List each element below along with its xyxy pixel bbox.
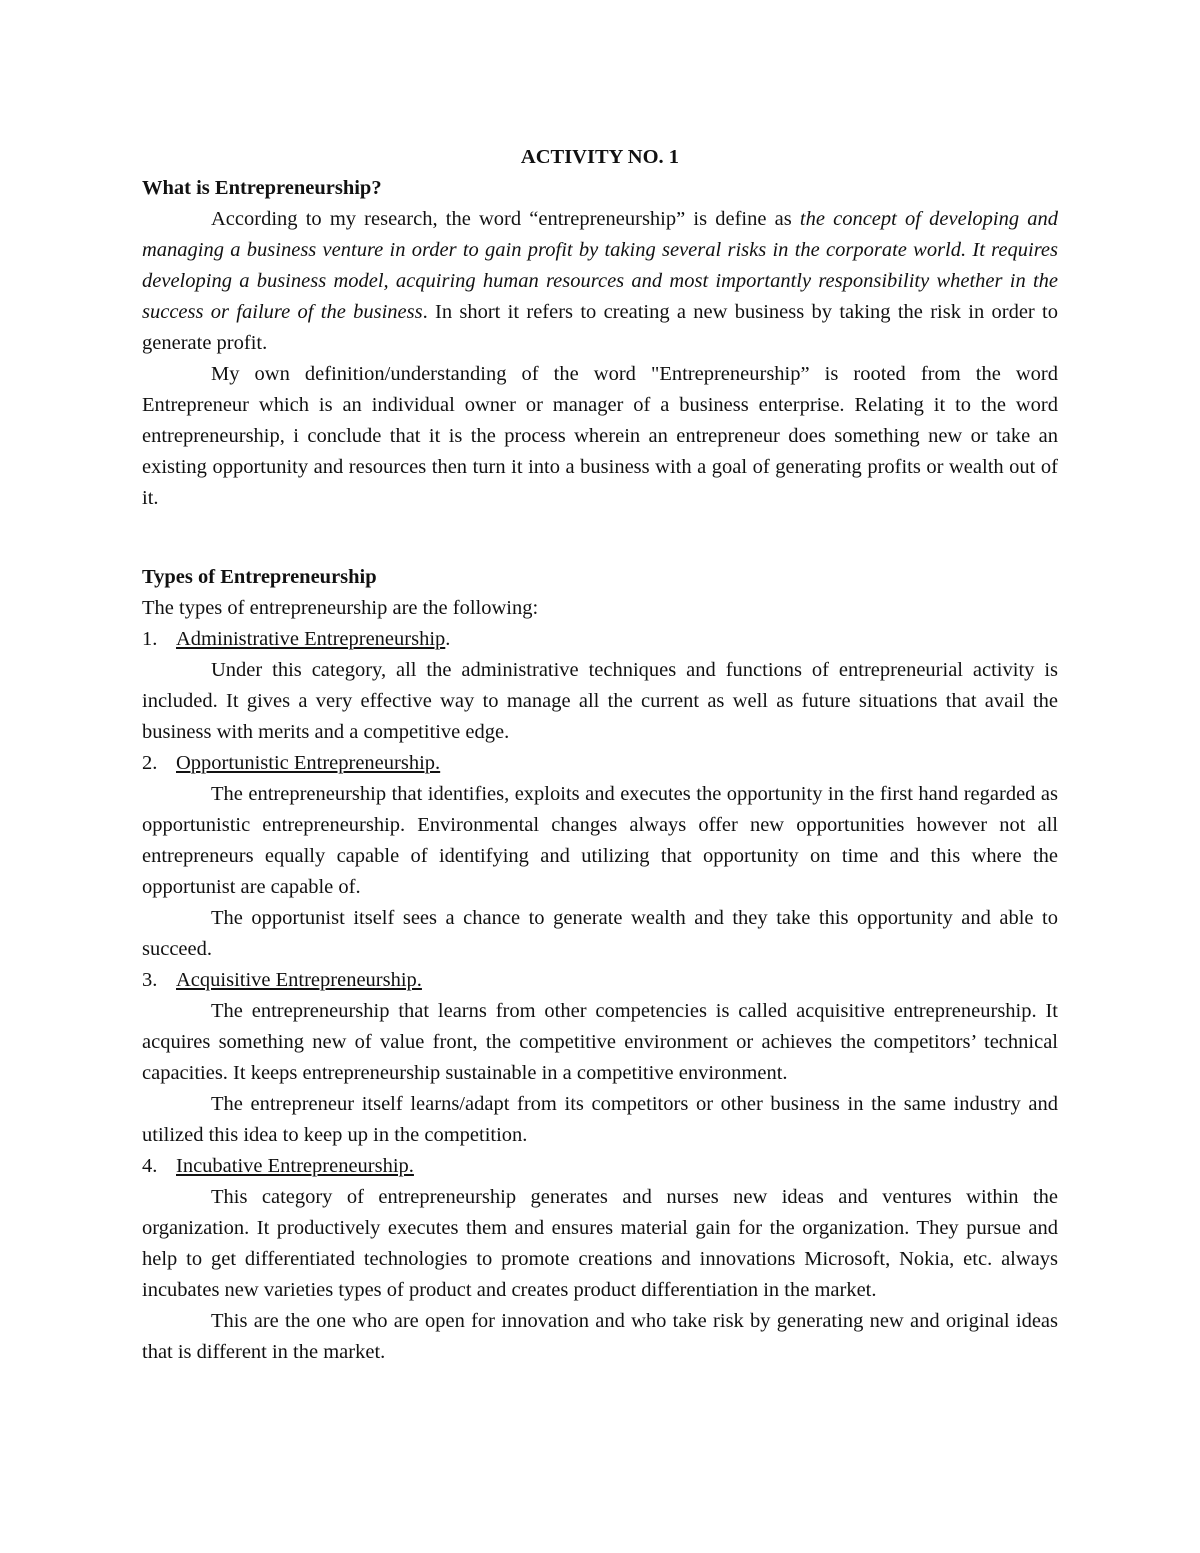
paragraph-text: According to my research, the word “entrepreneurship” is define as (211, 208, 800, 230)
list-item (142, 748, 1058, 965)
section-heading-what-is: What is Entrepreneurship? (142, 177, 382, 199)
section-heading-types: Types of Entrepreneurship (142, 566, 377, 588)
list-item (142, 624, 1058, 748)
list-item-name: Administrative Entrepreneurship (176, 628, 446, 650)
types-intro: The types of entrepreneurship are the following: (142, 597, 539, 619)
list-item-paragraph: Under this category, all the administrative techniques and functions of entrepreneurial activity is included. It gives a very effective way to manage all the current as well as future situations that avail the business with merits and a competitive edge. (142, 659, 1058, 743)
list-item (142, 965, 1058, 1151)
list-number: 2. (142, 752, 158, 774)
list-item-name: Acquisitive Entrepreneurship. (176, 969, 422, 991)
list-item-paragraph: This are the one who are open for innovation and who take risk by generating new and original ideas that is different in the market. (142, 1310, 1058, 1363)
list-item-title (142, 748, 1058, 779)
list-number: 4. (142, 1155, 158, 1177)
list-item-title (142, 1151, 1058, 1182)
list-item-name: Incubative Entrepreneurship. (176, 1155, 414, 1177)
paragraph-emphasis: the concept of developing and managing a business venture in order to gain profit by taking several risks in the corporate world. It requires developing a business model, acquiring human resources and most importantly responsibility whether in the success or failure of the business (142, 208, 1059, 323)
paragraph-definition-research (142, 204, 1058, 359)
list-item-paragraph: The entrepreneur itself learns/adapt from its competitors or other business in the same industry and utilized this idea to keep up in the competition. (142, 1093, 1058, 1146)
list-number: 1. (142, 628, 158, 650)
list-item-suffix: . (445, 628, 451, 650)
paragraph-text: . In short it refers to creating a new business by taking the risk in order to generate profit. (142, 301, 1058, 354)
list-item-paragraph: The opportunist itself sees a chance to generate wealth and they take this opportunity and able to succeed. (142, 907, 1058, 960)
list-item-title (142, 624, 1058, 655)
list-item-paragraph: The entrepreneurship that learns from other competencies is called acquisitive entrepreneurship. It acquires something new of value front, the competitive environment or achieves the competitors’ technical capacities. It keeps entrepreneurship sustainable in a competitive environment. (142, 1000, 1058, 1084)
blank-line (142, 514, 1058, 545)
types-list (142, 624, 1058, 1368)
list-item-paragraph: This category of entrepreneurship generates and nurses new ideas and ventures within the organization. It productively executes them and ensures material gain for the organization. They pursue and help to get differentiated technologies to promote creations and innovations Microsoft, Nokia, etc. always incubates new varieties types of product and creates product differentiation in the market. (142, 1186, 1058, 1301)
list-item (142, 1151, 1058, 1368)
list-item-title (142, 965, 1058, 996)
spacer (142, 545, 1058, 562)
list-item-paragraph: The entrepreneurship that identifies, exploits and executes the opportunity in the first hand regarded as opportunistic entrepreneurship. Environmental changes always offer new opportunities however not all entrepreneurs equally capable of identifying and utilizing that opportunity on time and this where the opportunist are capable of. (142, 783, 1058, 898)
document-title: ACTIVITY NO. 1 (520, 146, 680, 168)
list-number: 3. (142, 969, 158, 991)
paragraph-own-definition: My own definition/understanding of the word "Entrepreneurship” is rooted from the word Entrepreneur which is an individual owner or manager of a business enterprise. Relating it to the word entrepreneurship, i conclude that it is the process wherein an entrepreneur does something new or take an existing opportunity and resources then turn it into a business with a goal of generating profits or wealth out of it. (142, 363, 1058, 509)
list-item-name: Opportunistic Entrepreneurship. (176, 752, 441, 774)
